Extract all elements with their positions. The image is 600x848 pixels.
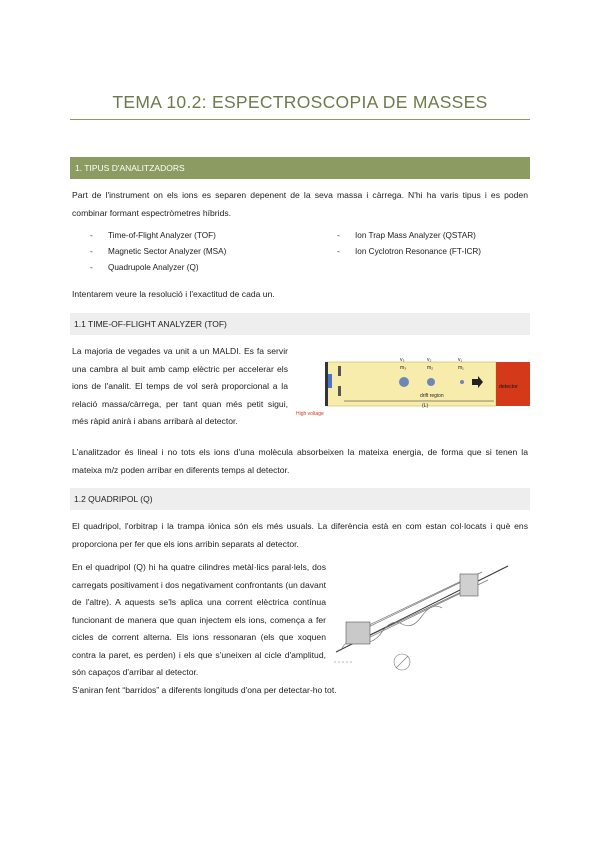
- subsection-heading-quadrupole: 1.2 QUADRIPOL (Q): [70, 488, 530, 510]
- rf-source-line: [396, 656, 408, 668]
- sweep-paragraph: S'aniran fent “barridos” a diferents longituds d'ona per detectar-ho tot.: [72, 685, 337, 695]
- ion-heavy: [399, 377, 409, 387]
- mass-label: m₂: [427, 365, 434, 371]
- ion-source: [328, 374, 332, 388]
- analyzer-list-right: [337, 228, 481, 260]
- title-underline: [70, 119, 530, 120]
- list-item: - Ion Cyclotron Resonance (FT-ICR): [337, 244, 481, 260]
- intro-paragraph: Part de l'instrument on els ions es separen depenent de la seva massa i càrrega. N'hi ha varis tipus i es poden combinar formant espectròmetres híbrids.: [72, 190, 528, 218]
- quadrupole-paragraph: En el quadripol (Q) hi ha quatre cilindres metàl·lics paral·lels, dos carregats positivament i dos negativament confrontants (un davant de l'altre). A aquests se'ls aplica una corrent elèctrica contínua funcionant de manera que quan injectem els ions, comença a fer cicles de corrent alterna. Els ions ressonaran (els que xoquen contra la paret, es perden) i els que s'uneixen al cicle d'amplitud, són capaços d'arribar al detector.: [72, 562, 326, 677]
- drift-region-label: drift region: [420, 393, 444, 399]
- page-title: TEMA 10.2: ESPECTROSCOPIA DE MASSES: [112, 92, 488, 112]
- grid-bottom: [338, 386, 341, 396]
- mass-label: m₃: [400, 365, 407, 371]
- velocity-label: v₃: [400, 357, 405, 363]
- list-item: - Time-of-Flight Analyzer (TOF): [90, 228, 226, 244]
- tof-paragraph: La majoria de vegades va unit a un MALDI. Es fa servir una cambra al buit amb camp elèctric per accelerar els ions de l'analit. El temps de vol serà proporcional a la relació massa/càrrega, per tant quan més petit sigui, més ràpid anirà i abans arribarà al detector.: [72, 346, 288, 426]
- ion-light: [460, 380, 464, 384]
- length-label: (L): [422, 403, 429, 409]
- section-heading-analyzer-types: 1. TIPUS D'ANALITZADORS: [70, 157, 530, 179]
- source-plate: [325, 362, 328, 406]
- high-voltage-label: High voltage: [296, 411, 324, 416]
- entrance-plate: [346, 622, 370, 644]
- ion-medium: [427, 378, 435, 386]
- list-item: - Magnetic Sector Analyzer (MSA): [90, 244, 226, 260]
- mass-label: m₁: [458, 365, 464, 371]
- list-item: - Quadrupole Analyzer (Q): [90, 260, 226, 276]
- tof-linear-paragraph: L'analitzador és lineal i no tots els ions d'una molècula absorbeixen la mateixa energia, de forma que si tenen la mateixa m/z poden arribar en diferents temps al detector.: [72, 447, 528, 475]
- velocity-label: v₁: [458, 357, 463, 363]
- quadrupole-diagram: [332, 562, 530, 680]
- outro-paragraph: Intentarem veure la resolució i l'exactitud de cada un.: [72, 289, 275, 299]
- tof-diagram: [296, 352, 530, 416]
- quadrupole-intro-paragraph: El quadripol, l'orbitrap i la trampa iònica són els més usuals. La diferència està en com estan col·locats i què ens proporciona per fer que els ions arribin separats al detector.: [72, 521, 528, 549]
- analyzer-list-left: [90, 228, 226, 276]
- drift-tube: [326, 362, 496, 406]
- list-item: - Ion Trap Mass Analyzer (QSTAR): [337, 228, 481, 244]
- exit-plate: [460, 574, 478, 596]
- subsection-heading-tof: 1.1 TIME-OF-FLIGHT ANALYZER (TOF): [70, 313, 530, 335]
- velocity-label: v₂: [427, 357, 432, 363]
- detector-label: detector: [499, 384, 518, 390]
- grid-top: [338, 366, 341, 376]
